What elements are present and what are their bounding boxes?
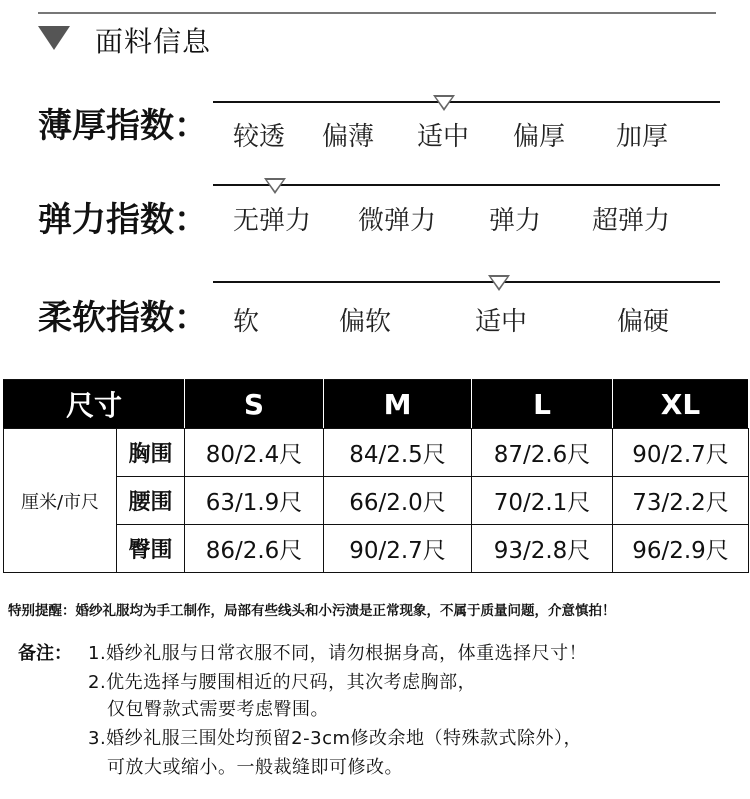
table-cell: 90/2.7尺 — [613, 429, 749, 477]
table-cell: 70/2.1尺 — [472, 477, 613, 525]
table-cell: 96/2.9尺 — [613, 525, 749, 573]
thickness-marker-icon — [433, 95, 455, 111]
elasticity-scale-label: 弹力指数： — [38, 200, 208, 240]
top-divider — [38, 12, 716, 14]
size-table — [3, 379, 749, 573]
size-header-cell: 尺寸 — [4, 380, 185, 429]
table-cell: 86/2.6尺 — [185, 525, 324, 573]
elasticity-option-selected: 无弹力 — [233, 206, 312, 236]
measurement-name: 腰围 — [117, 477, 185, 525]
note-line: 3.婚纱礼服三围处均预留2-3cm修改余地（特殊款式除外）， — [88, 728, 583, 749]
softness-scale-label: 柔软指数： — [38, 298, 208, 338]
table-cell: 93/2.8尺 — [472, 525, 613, 573]
note-line: 2.优先选择与腰围相近的尺码，其次考虑胸部， — [88, 672, 477, 693]
elasticity-scale-line — [213, 184, 720, 186]
size-header-cell: L — [472, 380, 613, 429]
thickness-scale-line — [213, 101, 720, 103]
elasticity-option: 超弹力 — [592, 206, 671, 236]
thickness-option: 偏厚 — [513, 122, 566, 152]
measurement-name: 胸围 — [117, 429, 185, 477]
table-cell: 87/2.6尺 — [472, 429, 613, 477]
notes-label: 备注： — [18, 643, 72, 664]
note-line: 1.婚纱礼服与日常衣服不同，请勿根据身高，体重选择尺寸！ — [88, 643, 588, 664]
softness-option-selected: 适中 — [475, 307, 528, 337]
softness-option: 偏软 — [339, 307, 392, 337]
table-cell: 63/1.9尺 — [185, 477, 324, 525]
softness-marker-icon — [488, 275, 510, 291]
table-cell: 90/2.7尺 — [324, 525, 472, 573]
table-row — [4, 429, 749, 477]
size-header-cell: XL — [613, 380, 749, 429]
thickness-option: 较透 — [233, 122, 286, 152]
elasticity-option: 弹力 — [489, 206, 542, 236]
measurement-name: 臀围 — [117, 525, 185, 573]
table-cell: 73/2.2尺 — [613, 477, 749, 525]
unit-label: 厘米/市尺 — [4, 429, 117, 573]
softness-scale-line — [213, 281, 720, 283]
note-line: 可放大或缩小。一般裁缝即可修改。 — [107, 757, 403, 778]
table-cell: 66/2.0尺 — [324, 477, 472, 525]
special-notice: 特别提醒：婚纱礼服均为手工制作，局部有些线头和小污渍是正常现象，不属于质量问题，介意慎拍！ — [8, 603, 616, 619]
softness-option: 软 — [233, 307, 260, 337]
size-header-cell: S — [185, 380, 324, 429]
note-line: 仅包臀款式需要考虑臀围。 — [107, 699, 329, 720]
elasticity-option: 微弹力 — [358, 206, 437, 236]
table-cell: 80/2.4尺 — [185, 429, 324, 477]
thickness-option: 加厚 — [616, 122, 669, 152]
size-header-cell: M — [324, 380, 472, 429]
softness-option: 偏硬 — [617, 307, 670, 337]
thickness-option: 偏薄 — [322, 122, 375, 152]
elasticity-marker-icon — [264, 178, 286, 194]
thickness-scale-label: 薄厚指数： — [38, 106, 208, 146]
table-cell: 84/2.5尺 — [324, 429, 472, 477]
size-header-row — [4, 380, 749, 429]
triangle-down-icon — [38, 26, 70, 50]
section-title: 面料信息 — [95, 25, 212, 58]
thickness-option-selected: 适中 — [417, 122, 470, 152]
